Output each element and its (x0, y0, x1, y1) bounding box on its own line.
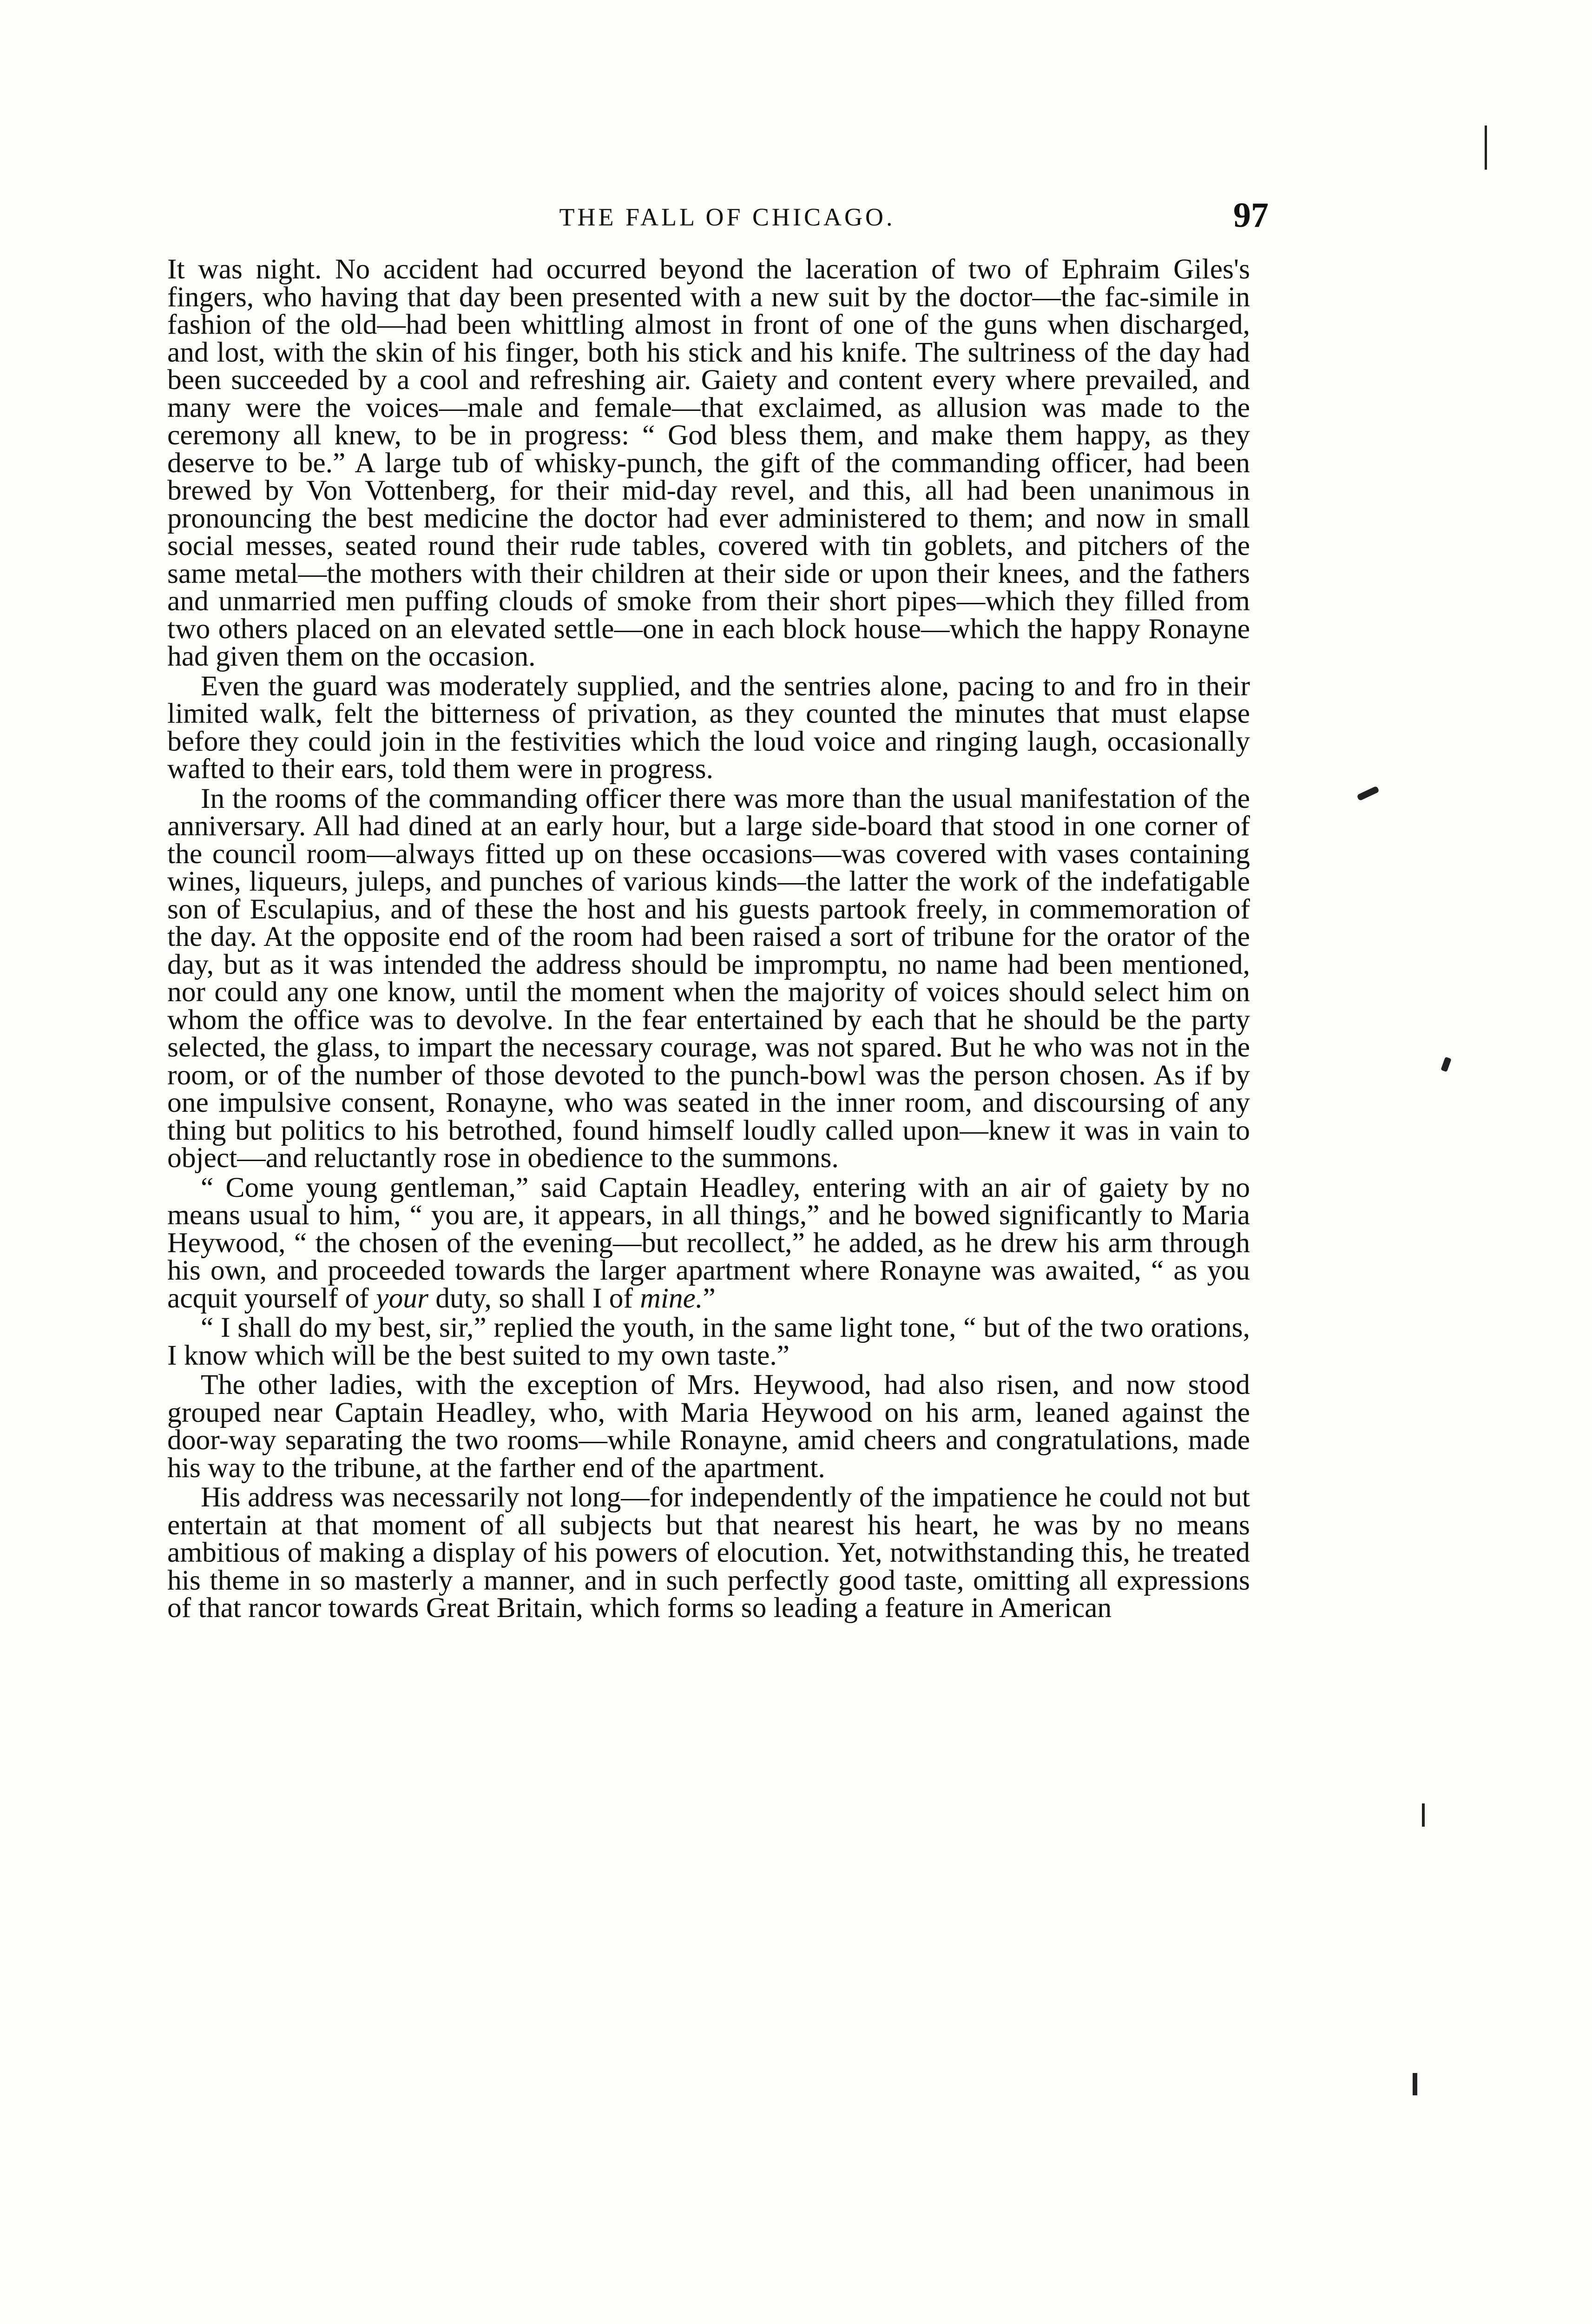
body-text (167, 253, 1250, 1624)
paragraph-5: “ I shall do my best, sir,” replied the youth, in the same light tone, “ but of the two orations, I know which will be the best suited to my own taste.” (167, 1312, 1250, 1371)
margin-scan-mark (1422, 1803, 1425, 1827)
paragraph-6: The other ladies, with the exception of Mrs. Heywood, had also risen, and now stood grouped near Captain Headley, who, with Maria Heywood on his arm, leaned against the door-way separating the two rooms—while Ronayne, amid cheers and congratulations, made his way to the tribune, at the farther end of the apartment. (167, 1369, 1250, 1484)
margin-ink-mark (1356, 786, 1379, 801)
running-title: THE FALL OF CHICAGO. (559, 203, 895, 231)
paragraph-4 (167, 1171, 1250, 1314)
paragraph-7: His address was necessarily not long—for independently of the impatience he could not but entertain at that moment of all subjects but that nearest his heart, he was by no means ambitious of making a display of his powers of elocution. Yet, notwithstanding this, he treated his theme in so masterly a manner, and in such perfectly good taste, omitting all expressions of that rancor towards Great Britain, which forms so leading a feature in American (167, 1481, 1250, 1624)
paragraph-2: Even the guard was moderately supplied, and the sentries alone, pacing to and fro in their limited walk, felt the bitterness of privation, as they counted the minutes that must elapse before they could join in the festivities which the loud voice and ringing laugh, occasionally wafted to their ears, told them were in progress. (167, 670, 1250, 785)
margin-scan-mark (1485, 125, 1487, 170)
emphasis-your: your (376, 1282, 428, 1314)
margin-ink-speck (1441, 1057, 1451, 1072)
paragraph-1: It was night. No accident had occurred beyond the laceration of two of Ephraim Giles's fingers, who having that day been presented with a new suit by the doctor—the fac-simile in fashion of the old—had been whittling almost in front of one of the guns when discharged, and lost, with the skin of his finger, both his stick and his knife. The sultriness of the day had been succeeded by a cool and refreshing air. Gaiety and content every where prevailed, and many were the voices—male and female—that exclaimed, as allusion was made to the ceremony all knew, to be in progress: “ God bless them, and make them happy, as they deserve to be.” A large tub of whisky-punch, the gift of the commanding officer, had been brewed by Von Vottenberg, for their mid-day revel, and this, all had been unanimous in pronouncing the best medicine the doctor had ever administered to them; and now in small social messes, seated round their rude tables, covered with tin goblets, and pitchers of the same metal—the mothers with their children at their side or upon their knees, and the fathers and unmarried men puffing clouds of smoke from their short pipes—which they filled from two others placed on an elevated settle—one in each block house—which the happy Ronayne had given them on the occasion. (167, 253, 1250, 672)
margin-scan-mark (1413, 2073, 1417, 2095)
paragraph-4-part-1: “ Come young gentleman,” said Captain Headley, entering with an air of gaiety by no means usual to him, “ you are, it appears, in all things,” and he bowed significantly to Maria Heywood, “ the chosen of the evening—but recollect,” he added, as he drew his arm through his own, and proceeded towards the larger apartment where Ronayne was awaited, “ as you acquit yourself of (167, 1171, 1250, 1314)
page-number: 97 (1233, 196, 1269, 235)
running-header (186, 195, 1269, 237)
paragraph-4-close-quote: ” (703, 1282, 716, 1314)
paragraph-3: In the rooms of the commanding officer there was more than the usual manifestation of the anniversary. All had dined at an early hour, but a large side-board that stood in one corner of the council room—always fitted up on these occasions—was covered with vases containing wines, liqueurs, juleps, and punches of various kinds—the latter the work of the indefatigable son of Esculapius, and of these the host and his guests partook freely, in commemoration of the day. At the opposite end of the room had been raised a sort of tribune for the orator of the day, but as it was intended the address should be impromptu, no name had been mentioned, nor could any one know, until the moment when the majority of voices should select him on whom the office was to devolve. In the fear entertained by each that he should be the party selected, the glass, to impart the necessary courage, was not spared. But he who was not in the room, or of the number of those devoted to the punch-bowl was the person chosen. As if by one impulsive consent, Ronayne, who was seated in the inner room, and discoursing of any thing but politics to his betrothed, found himself loudly called upon—knew it was in vain to object—and reluctantly rose in obedience to the summons. (167, 782, 1250, 1174)
emphasis-mine: mine. (640, 1282, 703, 1314)
paragraph-4-part-2: duty, so shall I of (428, 1282, 640, 1314)
